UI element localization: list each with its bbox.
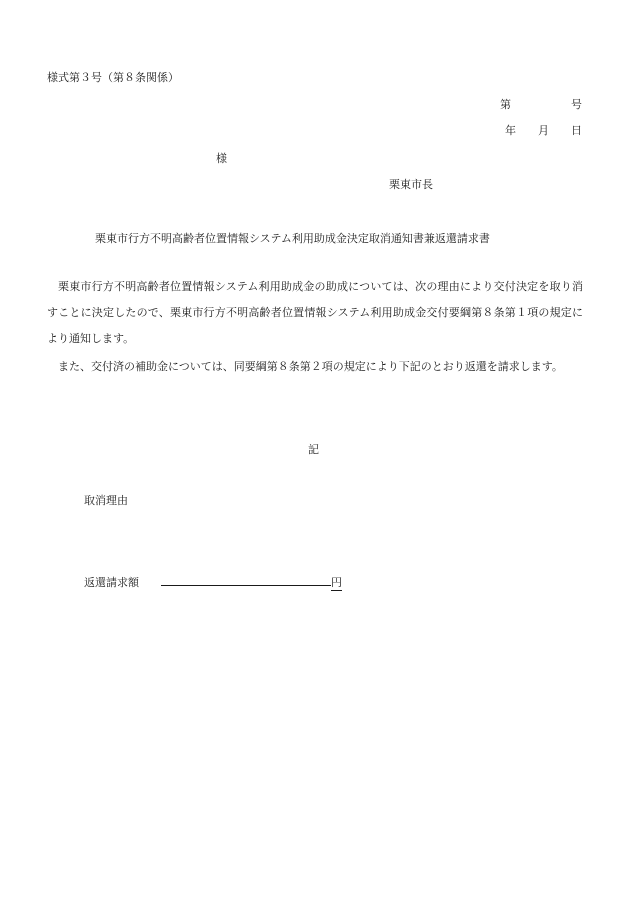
date-year: 年 (505, 124, 516, 137)
refund-amount-blank (161, 572, 331, 586)
document-number-suffix: 号 (571, 98, 582, 111)
recipient-honorific: 様 (216, 152, 227, 165)
date-line (505, 122, 582, 138)
ki-heading: 記 (308, 443, 319, 456)
refund-amount-unit: 円 (331, 576, 342, 589)
body-paragraph-1: 栗東市行方不明高齢者位置情報システム利用助成金の助成については、次の理由により交付決定を取り消すことに決定したので、栗東市行方不明高齢者位置情報システム利用助成金交付要綱第８条第１項の規定により通知します。 (47, 280, 583, 345)
date-day: 日 (571, 124, 582, 137)
document-number (500, 96, 582, 112)
issuer: 栗東市長 (389, 178, 433, 191)
date-month: 月 (538, 124, 549, 137)
refund-amount-row (84, 572, 342, 591)
cancel-reason-label: 取消理由 (84, 494, 128, 507)
body-paragraph-2: また、交付済の補助金については、同要綱第８条第２項の規定により下記のとおり返還を請求します。 (58, 360, 563, 373)
refund-amount-label: 返還請求額 (84, 576, 139, 589)
form-number: 様式第３号（第８条関係） (47, 71, 179, 84)
document-number-prefix: 第 (500, 98, 511, 111)
document-title: 栗東市行方不明高齢者位置情報システム利用助成金決定取消通知書兼返還請求書 (95, 232, 490, 245)
